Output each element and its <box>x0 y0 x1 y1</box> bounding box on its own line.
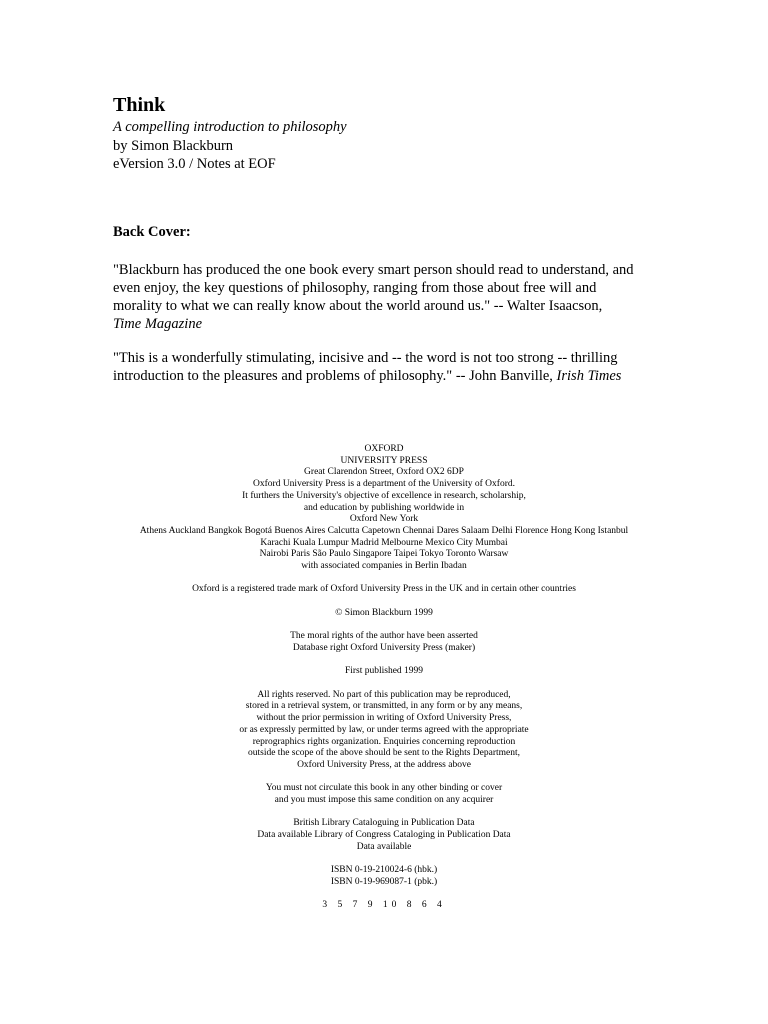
copyright-page <box>0 444 768 912</box>
quote-line: "This is a wonderfully stimulating, incisive and -- the word is not too strong -- thrilling <box>113 350 618 366</box>
cataloguing-line: Data available Library of Congress Cataloging in Publication Data <box>257 830 511 841</box>
reserved-line: All rights reserved. No part of this publication may be reproduced, <box>257 689 511 700</box>
copyright-notice: © Simon Blackburn 1999 <box>335 607 433 618</box>
rights-line: The moral rights of the author have been asserted <box>290 631 478 642</box>
book-author: by Simon Blackburn <box>113 137 234 154</box>
reserved-line: Oxford University Press, at the address above <box>297 759 471 770</box>
publisher-address: Great Clarendon Street, Oxford OX2 6DP <box>304 467 464 478</box>
publisher-line: Oxford University Press is a department of the University of Oxford. <box>253 479 515 490</box>
book-title: Think <box>113 94 166 116</box>
book-subtitle: A compelling introduction to philosophy <box>113 119 347 135</box>
isbn-hardback: ISBN 0-19-210024-6 (hbk.) <box>330 865 438 876</box>
quote-line: even enjoy, the key questions of philosophy, ranging from those about free will and <box>113 280 597 296</box>
reserved-line: outside the scope of the above should be sent to the Rights Department, <box>247 748 520 759</box>
quote-line-text: introduction to the pleasures and problems of philosophy." -- John Banville, <box>113 368 553 384</box>
reserved-line: without the prior permission in writing of Oxford University Press, <box>256 713 512 724</box>
publisher-line: with associated companies in Berlin Ibadan <box>301 561 467 572</box>
quote-source: Irish Times <box>556 368 622 384</box>
trademark-notice: Oxford is a registered trade mark of Oxford University Press in the UK and in certain other countries <box>192 584 576 595</box>
book-version: eVersion 3.0 / Notes at EOF <box>113 156 276 172</box>
quote-line-with-source <box>113 367 673 385</box>
cataloguing-line: British Library Cataloguing in Publication Data <box>293 818 475 829</box>
rights-line: Database right Oxford University Press (maker) <box>292 642 476 653</box>
book-header <box>113 118 347 174</box>
publisher-line: It furthers the University's objective of excellence in research, scholarship, <box>242 490 526 501</box>
cataloguing-line: Data available <box>356 841 412 852</box>
circulation-line: and you must impose this same condition on any acquirer <box>274 795 494 805</box>
circulation-line: You must not circulate this book in any other binding or cover <box>265 783 503 794</box>
reserved-line: stored in a retrieval system, or transmitted, in any form or by any means, <box>245 701 523 712</box>
isbn-paperback: ISBN 0-19-969087-1 (pbk.) <box>330 876 438 887</box>
back-cover-quote-isaacson <box>113 261 673 333</box>
publisher-line: OXFORD <box>364 444 404 454</box>
back-cover-heading: Back Cover: <box>113 224 191 240</box>
publisher-line: UNIVERSITY PRESS <box>340 455 428 466</box>
publisher-cities: Athens Auckland Bangkok Bogotá Buenos Aires Calcutta Capetown Chennai Dares Salaam Delhi Florence Hong Kong Istanbul <box>139 525 629 536</box>
publisher-line: and education by publishing worldwide in <box>303 502 465 513</box>
publisher-line: Oxford New York <box>349 514 419 525</box>
reserved-line: or as expressly permitted by law, or under terms agreed with the appropriate <box>239 724 529 735</box>
reserved-line: reprographics rights organization. Enquiries concerning reproduction <box>252 736 516 747</box>
quote-line: morality to what we can really know about the world around us." -- Walter Isaacson, <box>113 298 603 314</box>
back-cover-quote-banville <box>113 349 673 385</box>
publisher-cities: Nairobi Paris São Paulo Singapore Taipei Tokyo Toronto Warsaw <box>259 549 509 560</box>
print-line: 3 5 7 9 10 8 6 4 <box>322 900 446 911</box>
quote-line: "Blackburn has produced the one book every smart person should read to understand, and <box>113 262 634 278</box>
quote-source: Time Magazine <box>113 316 203 332</box>
publisher-cities: Karachi Kuala Lumpur Madrid Melbourne Mexico City Mumbai <box>260 537 508 548</box>
first-published: First published 1999 <box>344 666 424 677</box>
